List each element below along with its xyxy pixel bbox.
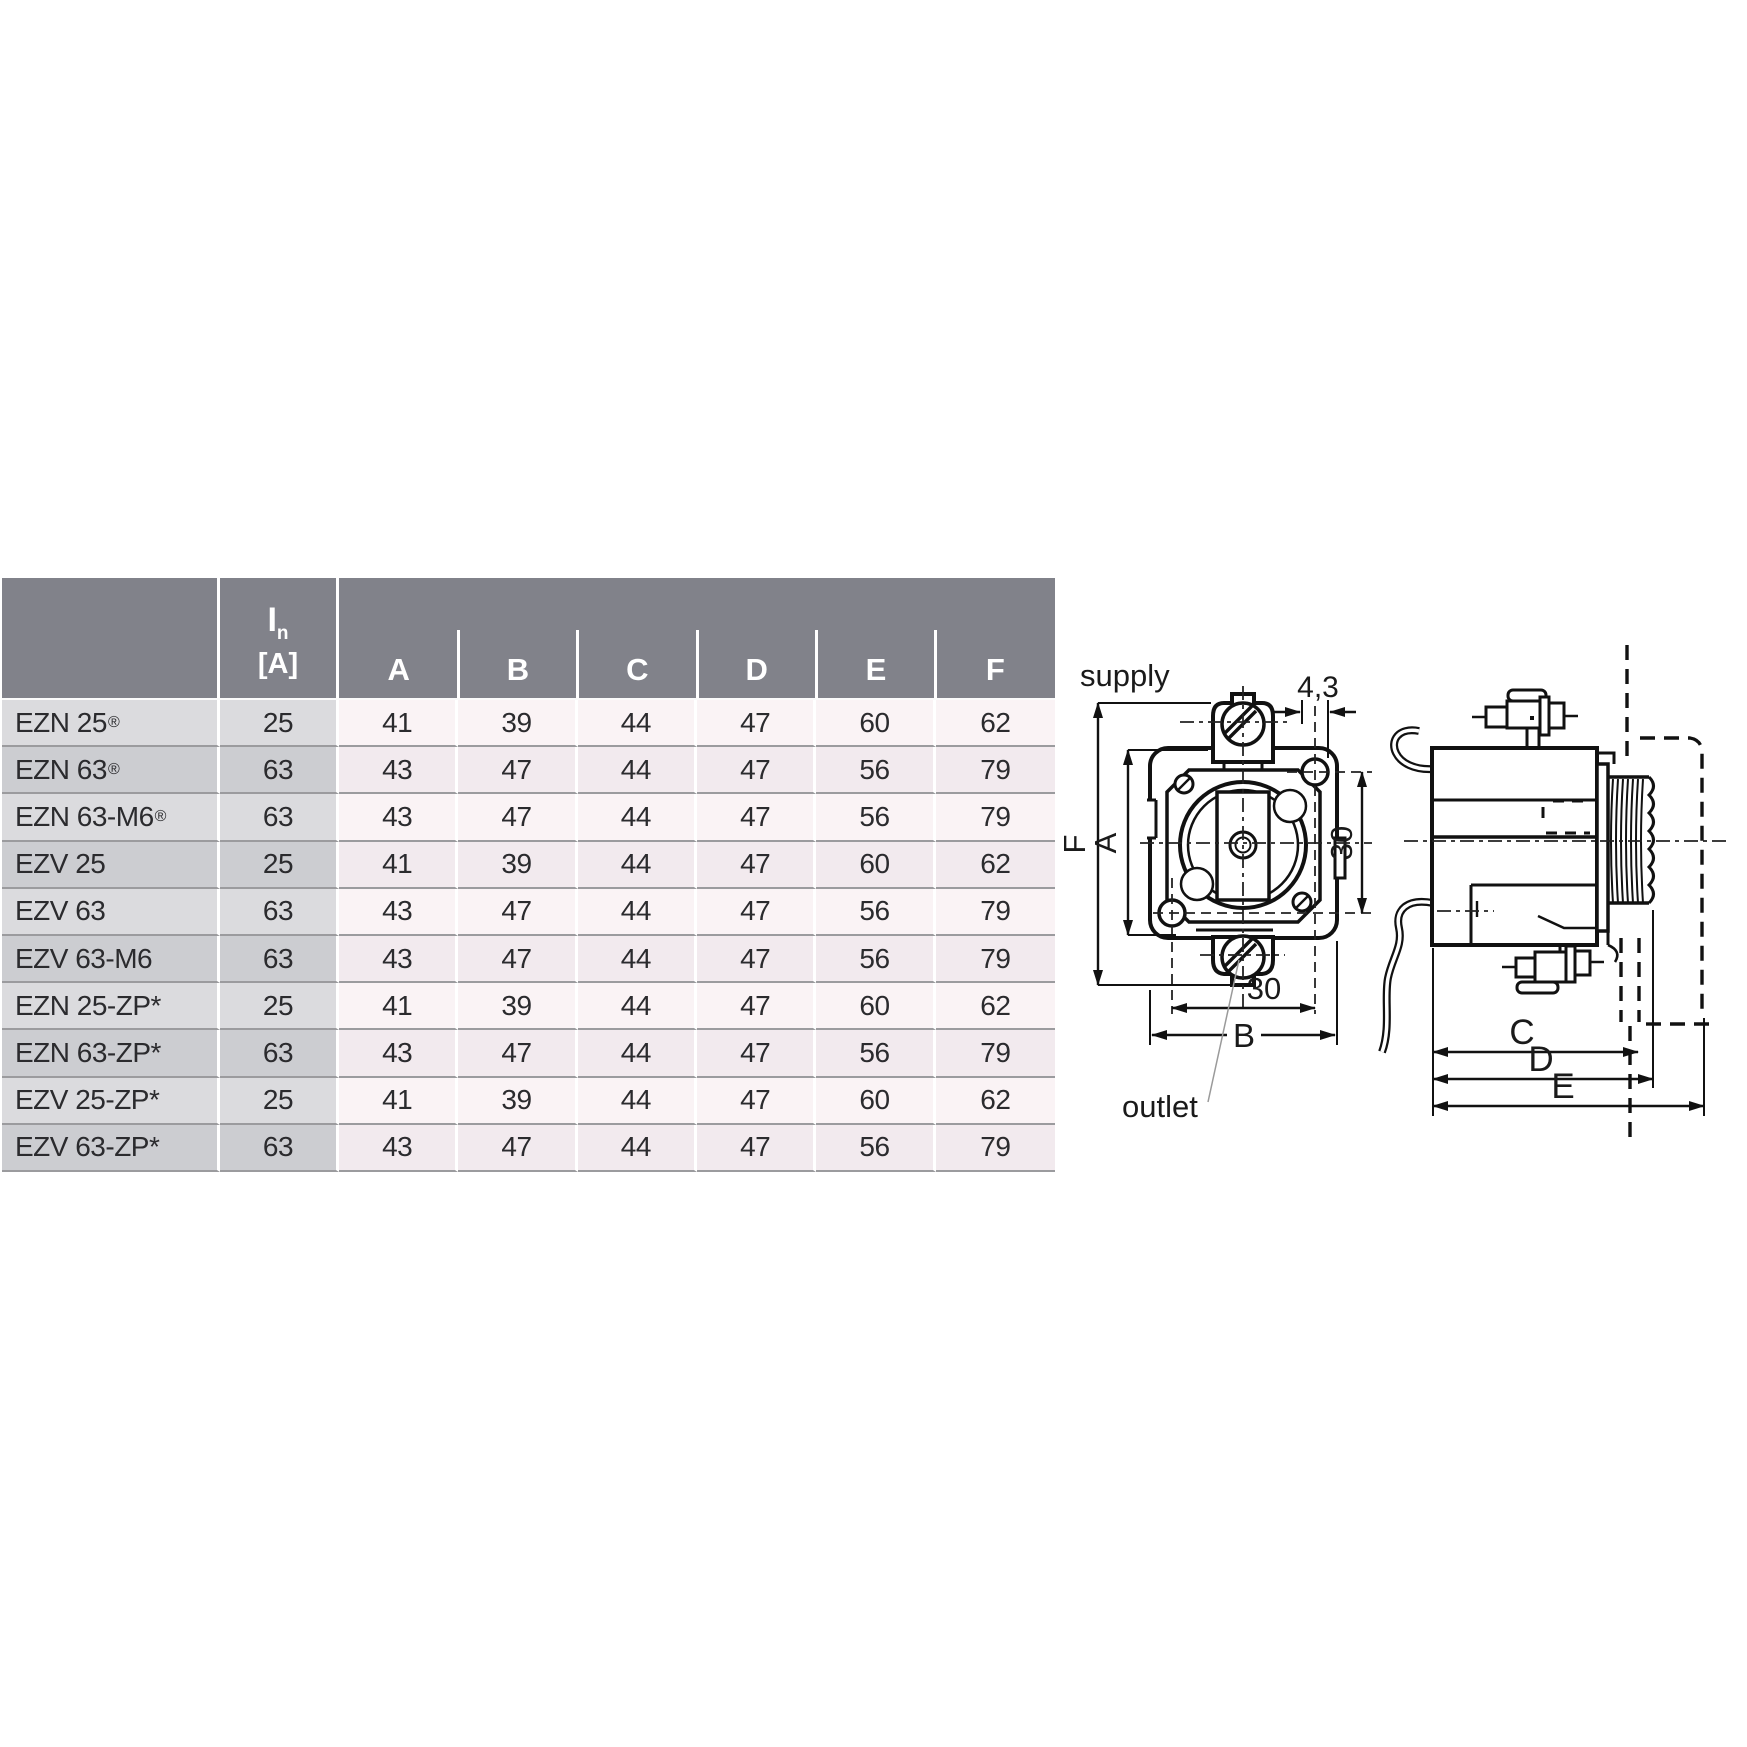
dimension-value-cell: 43: [339, 794, 458, 841]
dimension-value-cell: 44: [578, 842, 697, 889]
dimension-value-cell: 41: [339, 983, 458, 1030]
dimension-value-cell: 47: [458, 889, 577, 936]
dimension-value-cell: 44: [578, 794, 697, 841]
product-name-cell: EZV 63-ZP*: [2, 1125, 220, 1172]
table-row: [2, 889, 1055, 936]
dim-F: F: [1057, 834, 1092, 854]
table-row: [2, 700, 1055, 747]
dimension-value-cell: 44: [578, 1078, 697, 1125]
dimension-value-cell: 47: [697, 936, 816, 983]
rated-current-cell: 63: [220, 1125, 339, 1172]
product-name-cell: EZN 63-M6 ®: [2, 794, 220, 841]
dim-30-vertical: 30: [1324, 825, 1359, 861]
dimension-value-cell: 56: [816, 1125, 935, 1172]
label-outlet: outlet: [1122, 1089, 1198, 1124]
dimension-value-cell: 44: [578, 936, 697, 983]
bottom-terminal-connector: [1502, 945, 1604, 993]
dimension-value-cell: 47: [697, 1125, 816, 1172]
side-body: [1432, 748, 1597, 945]
dimension-value-cell: 39: [458, 700, 577, 747]
dimension-value-cell: 79: [936, 747, 1055, 794]
dimension-value-cell: 43: [339, 1030, 458, 1077]
rated-current-cell: 63: [220, 794, 339, 841]
table-row: [2, 842, 1055, 889]
dimension-value-cell: 79: [936, 794, 1055, 841]
top-terminal-connector: [1472, 690, 1578, 748]
product-name-cell: EZN 25-ZP*: [2, 983, 220, 1030]
dimension-value-cell: 41: [339, 842, 458, 889]
dimension-value-cell: 60: [816, 1078, 935, 1125]
rated-current-unit: [A]: [257, 647, 299, 680]
rated-current-cell: 63: [220, 936, 339, 983]
product-name-cell: EZV 25-ZP*: [2, 1078, 220, 1125]
dimension-value-cell: 44: [578, 983, 697, 1030]
dimension-value-cell: 41: [339, 1078, 458, 1125]
label-supply: supply: [1080, 658, 1170, 693]
dimension-value-cell: 56: [816, 747, 935, 794]
dim-30-horizontal: 30: [1246, 971, 1282, 1006]
dimension-value-cell: 43: [339, 889, 458, 936]
table-row: [2, 1030, 1055, 1077]
dimension-table: [2, 578, 1055, 1172]
dim-D: D: [1528, 1040, 1554, 1079]
dimension-value-cell: 43: [339, 747, 458, 794]
product-name-cell: EZN 63-ZP*: [2, 1030, 220, 1077]
product-name-cell: EZV 63-M6: [2, 936, 220, 983]
dimension-value-cell: 79: [936, 1030, 1055, 1077]
side-flange: [1597, 764, 1608, 931]
table-row: [2, 1078, 1055, 1125]
dimension-value-cell: 47: [697, 1078, 816, 1125]
fixing-spring-bottom: [1382, 902, 1433, 1052]
dimension-value-cell: 39: [458, 983, 577, 1030]
dimension-value-cell: 47: [458, 747, 577, 794]
dimension-value-cell: 56: [816, 1030, 935, 1077]
rated-current-cell: 25: [220, 983, 339, 1030]
rated-current-symbol: $I_n$: [267, 601, 289, 644]
dimension-value-cell: 79: [936, 1125, 1055, 1172]
rated-current-cell: 25: [220, 1078, 339, 1125]
product-name-cell: EZN 63 ®: [2, 747, 220, 794]
header-product-column: [2, 578, 220, 698]
side-view: [1382, 645, 1730, 1140]
dimension-value-cell: 60: [816, 983, 935, 1030]
dimension-value-cell: 44: [578, 889, 697, 936]
dimension-value-cell: 62: [936, 983, 1055, 1030]
dimension-value-cell: 44: [578, 747, 697, 794]
dimension-value-cell: 47: [697, 700, 816, 747]
dimension-value-cell: 56: [816, 889, 935, 936]
table-row: [2, 1125, 1055, 1172]
dimension-value-cell: 44: [578, 700, 697, 747]
dimension-value-cell: 43: [339, 936, 458, 983]
dim-E: E: [1551, 1067, 1575, 1106]
front-view: [1057, 658, 1372, 1124]
rated-current-cell: 63: [220, 1030, 339, 1077]
product-name-cell: EZV 25: [2, 842, 220, 889]
dim-A: A: [1088, 832, 1123, 854]
product-name-cell: EZV 63: [2, 889, 220, 936]
table-row: [2, 983, 1055, 1030]
dimension-value-cell: 60: [816, 700, 935, 747]
dimension-value-cell: 47: [697, 747, 816, 794]
dimension-value-cell: 47: [458, 1030, 577, 1077]
dimension-value-cell: 47: [697, 1030, 816, 1077]
dimension-value-cell: 47: [697, 842, 816, 889]
product-name-cell: EZN 25 ®: [2, 700, 220, 747]
technical-drawing: [1050, 560, 1747, 1160]
rated-current-cell: 25: [220, 700, 339, 747]
rated-current-cell: 63: [220, 747, 339, 794]
header-col-F: F: [936, 578, 1055, 698]
dimension-value-cell: 47: [458, 794, 577, 841]
dimension-value-cell: 47: [458, 936, 577, 983]
header-col-B: B: [458, 578, 577, 698]
header-col-D: D: [697, 578, 816, 698]
dimension-value-cell: 56: [816, 936, 935, 983]
dim-B: B: [1232, 1017, 1256, 1054]
dimension-value-cell: 39: [458, 1078, 577, 1125]
dimension-value-cell: 39: [458, 842, 577, 889]
dimension-value-cell: 44: [578, 1125, 697, 1172]
rated-current-cell: 63: [220, 889, 339, 936]
dimension-value-cell: 62: [936, 1078, 1055, 1125]
dimension-value-cell: 62: [936, 700, 1055, 747]
dimension-value-cell: 47: [697, 983, 816, 1030]
header-col-A: A: [387, 652, 410, 687]
dimension-value-cell: 47: [458, 1125, 577, 1172]
header-col-E: E: [816, 578, 935, 698]
dimension-value-cell: 47: [697, 889, 816, 936]
header-col-C: C: [578, 578, 697, 698]
table-row: [2, 936, 1055, 983]
dimension-value-cell: 79: [936, 936, 1055, 983]
table-row: [2, 794, 1055, 841]
table-header: [2, 578, 1055, 700]
table-row: [2, 747, 1055, 794]
table-body: [2, 700, 1055, 1172]
dimension-value-cell: 41: [339, 700, 458, 747]
dim-C: C: [1509, 1013, 1535, 1052]
dimension-value-cell: 56: [816, 794, 935, 841]
dimension-value-cell: 44: [578, 1030, 697, 1077]
dimension-value-cell: 43: [339, 1125, 458, 1172]
dimension-value-cell: 79: [936, 889, 1055, 936]
header-rated-current: [220, 578, 339, 698]
rated-current-cell: 25: [220, 842, 339, 889]
thread-section: [1608, 777, 1654, 903]
dimension-value-cell: 60: [816, 842, 935, 889]
dim-4-3: 4,3: [1297, 671, 1339, 704]
fixing-spring-top: [1394, 730, 1433, 769]
dimension-value-cell: 62: [936, 842, 1055, 889]
dimension-value-cell: 47: [697, 794, 816, 841]
